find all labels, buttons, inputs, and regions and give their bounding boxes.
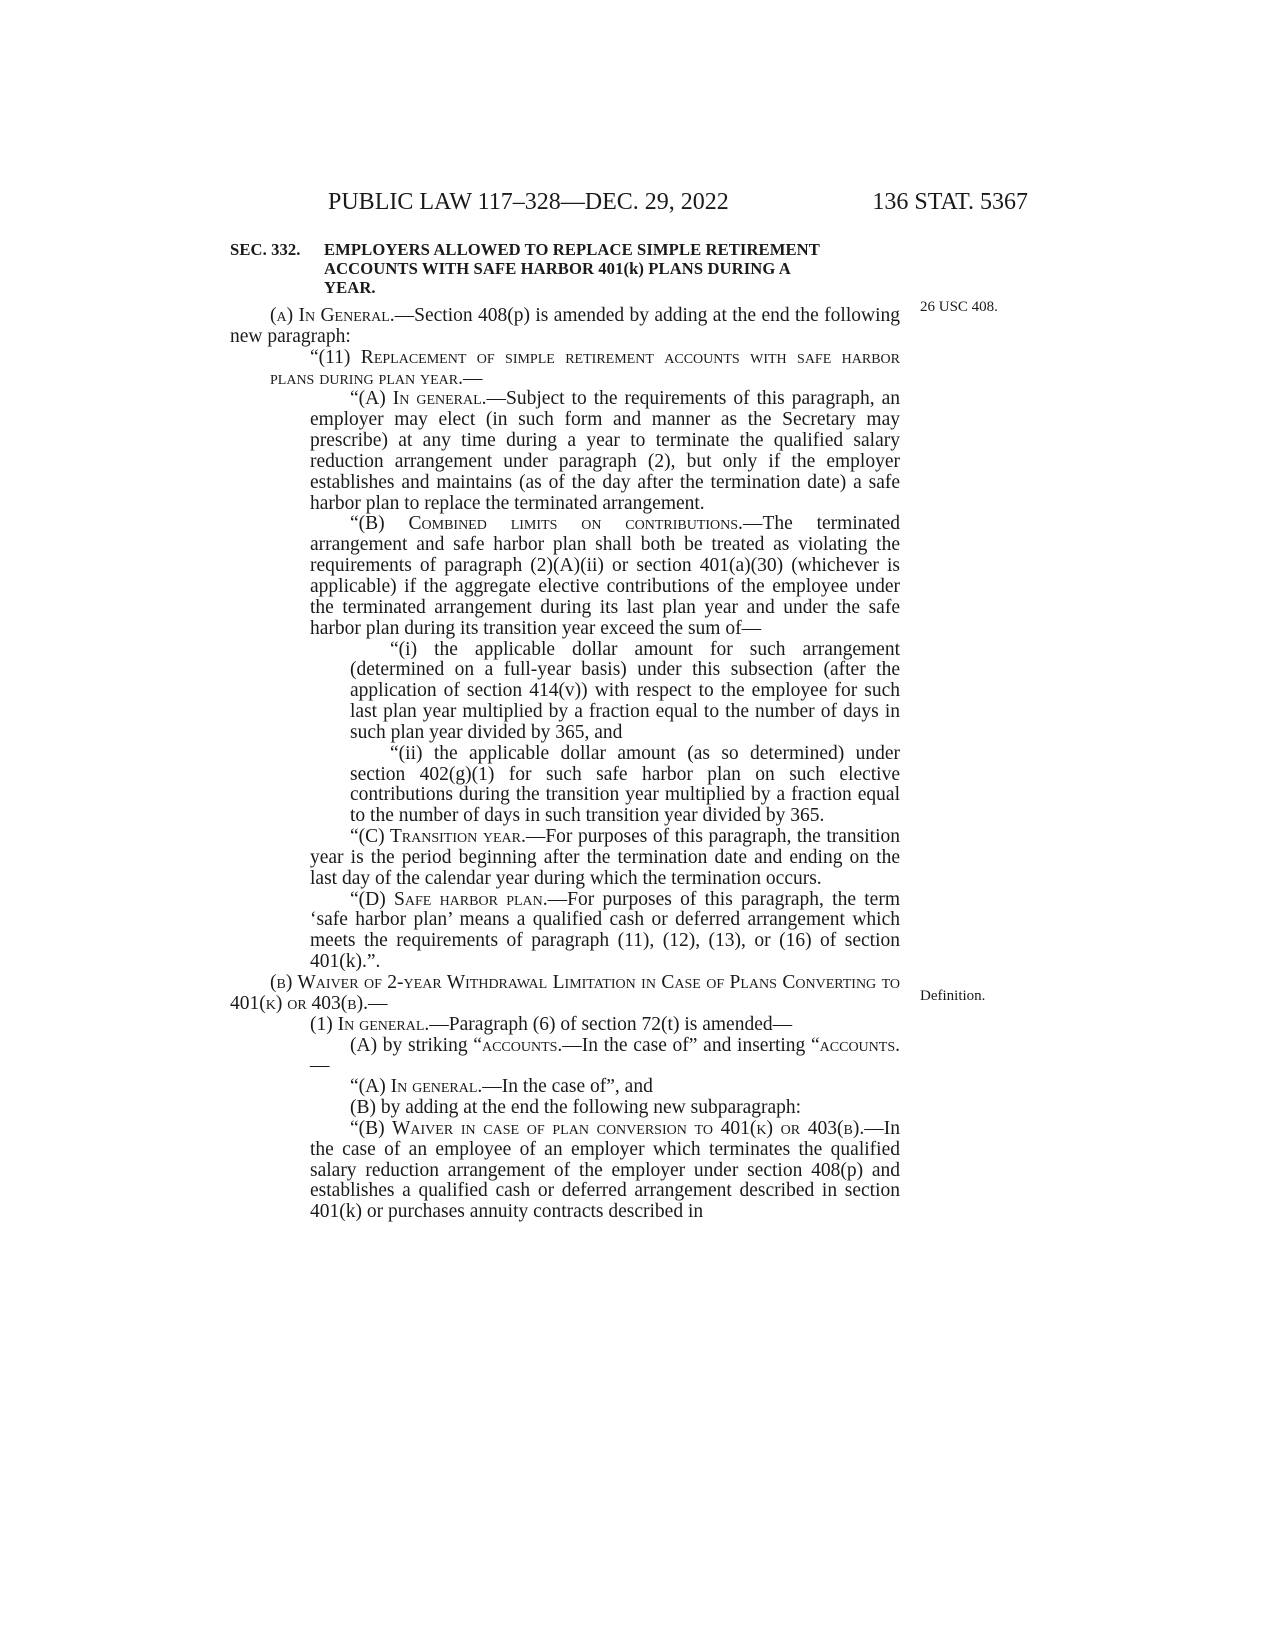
subparagraph-D-heading: “(D) Safe harbor plan.: [350, 888, 548, 910]
subsection-b-dash: —: [368, 992, 388, 1014]
running-head: [298, 182, 1028, 222]
new-subparagraph-B-text: —In the case of an employee of an employer which terminates the qualified salary reduction arrangement of the employer under section 408(p) and establishes a qualified cash or deferred arrangement described in section 401(k) or purchases annuity contracts described in: [310, 1117, 900, 1223]
public-law-citation: PUBLIC LAW 117–328—DEC. 29, 2022: [328, 189, 729, 215]
subparagraph-C: [230, 827, 900, 890]
subparagraph-D: [230, 890, 900, 973]
section-title-line: EMPLOYERS ALLOWED TO REPLACE SIMPLE RETIREMENT: [324, 240, 820, 259]
amendment-A-smallcaps: accounts: [819, 1034, 896, 1056]
paragraph-11: [230, 348, 900, 390]
subparagraph-B-text: —The terminated arrangement and safe harbor plan shall both be treated as violating the requirements of paragraph (2)(A)(ii) or section 401(a)(30) (whichever is applicable) if the aggregate elective contributions of the employee under the terminated arrangement during its last plan year and under the safe harbor plan during its transition year exceed the sum of—: [310, 513, 900, 639]
amendment-A-quote: [230, 1077, 900, 1098]
margin-note-definition: Definition.: [920, 988, 986, 1004]
margin-note-usc: 26 USC 408.: [920, 299, 998, 315]
amendment-A-text: .—: [310, 1034, 900, 1077]
paragraph-11-dash: —: [462, 367, 483, 389]
amendment-A-quote-text: —In the case of”, and: [482, 1076, 653, 1098]
amendment-A-smallcaps: accounts: [481, 1034, 558, 1056]
subsection-a-text: —Section 408(p) is amended by adding at the end the following new paragraph:: [230, 305, 900, 347]
new-subparagraph-B-heading: “(B) Waiver in case of plan conversion to 401(k) or 403(b).: [350, 1117, 865, 1139]
subparagraph-A: [230, 389, 900, 514]
subparagraph-C-heading: “(C) Transition year.: [350, 826, 526, 848]
paragraph-11-heading: “(11) Replacement of simple retirement accounts with safe harbor plans during plan year.: [270, 346, 900, 389]
subparagraph-A-text: —Subject to the requirements of this paragraph, an employer may elect (in such form and manner as the Secretary may prescribe) at any time during a year to terminate the qualified salary reduction arrangement under paragraph (2), but only if the employer establishes and maintains (as of the day after the termination date) a safe harbor plan to replace the terminated arrangement.: [310, 388, 900, 514]
clause-ii: “(ii) the applicable dollar amount (as so determined) under section 402(g)(1) for such safe harbor plan on such elective contributions during the transition year multiplied by a fraction equal to the number of days in such transition year divided by 365.: [350, 742, 900, 827]
section-title: [326, 240, 900, 297]
subsection-a-heading: (a) In General.: [270, 305, 395, 326]
section-number: SEC. 332.: [230, 240, 301, 259]
subparagraph-B: [230, 514, 900, 639]
amendment-A: [230, 1036, 900, 1078]
subsection-a: [230, 306, 900, 348]
subsection-b-heading: (b) Waiver of 2-year Withdrawal Limitation in Case of Plans Converting to 401(k) or 403(b).: [230, 972, 900, 1014]
paragraph-b1-heading: (1) In general.: [310, 1013, 430, 1035]
section-title-line: YEAR.: [324, 278, 376, 297]
subparagraph-D-text: —For purposes of this paragraph, the term ‘safe harbor plan’ means a qualified cash or deferred arrangement which meets the requirements of paragraph (11), (12), (13), or (16) of section 401(k).”.: [310, 888, 900, 973]
subsection-b: [230, 973, 900, 1015]
amendment-B: (B) by adding at the end the following new subparagraph:: [350, 1097, 802, 1119]
paragraph-b1: [230, 1015, 900, 1036]
amendment-A-text: (A) by striking “: [350, 1034, 482, 1056]
statute-page-number: 136 STAT. 5367: [872, 189, 1028, 215]
subparagraph-C-text: —For purposes of this paragraph, the transition year is the period beginning after the termination date and ending on the last day of the calendar year during which the termination occurs.: [310, 826, 901, 889]
section-title-line: ACCOUNTS WITH SAFE HARBOR 401(k) PLANS DURING A: [324, 259, 791, 278]
section-body: [230, 306, 900, 1223]
section-heading: [230, 240, 900, 297]
paragraph-b1-text: —Paragraph (6) of section 72(t) is amended—: [429, 1013, 793, 1035]
new-subparagraph-B: [230, 1119, 900, 1223]
clause-i: “(i) the applicable dollar amount for such arrangement (determined on a full-year basis) under this subsection (after the application of section 414(v)) with respect to the employee for such last plan year multiplied by a fraction equal to the number of days in such plan year divided by 365, and: [350, 638, 900, 743]
amendment-A-quote-heading: “(A) In general.: [350, 1076, 483, 1098]
subparagraph-B-heading: “(B) Combined limits on contributions.: [350, 513, 743, 535]
subparagraph-A-heading: “(A) In general.: [350, 388, 487, 410]
amendment-A-text: .—In the case of” and inserting “: [557, 1034, 820, 1056]
